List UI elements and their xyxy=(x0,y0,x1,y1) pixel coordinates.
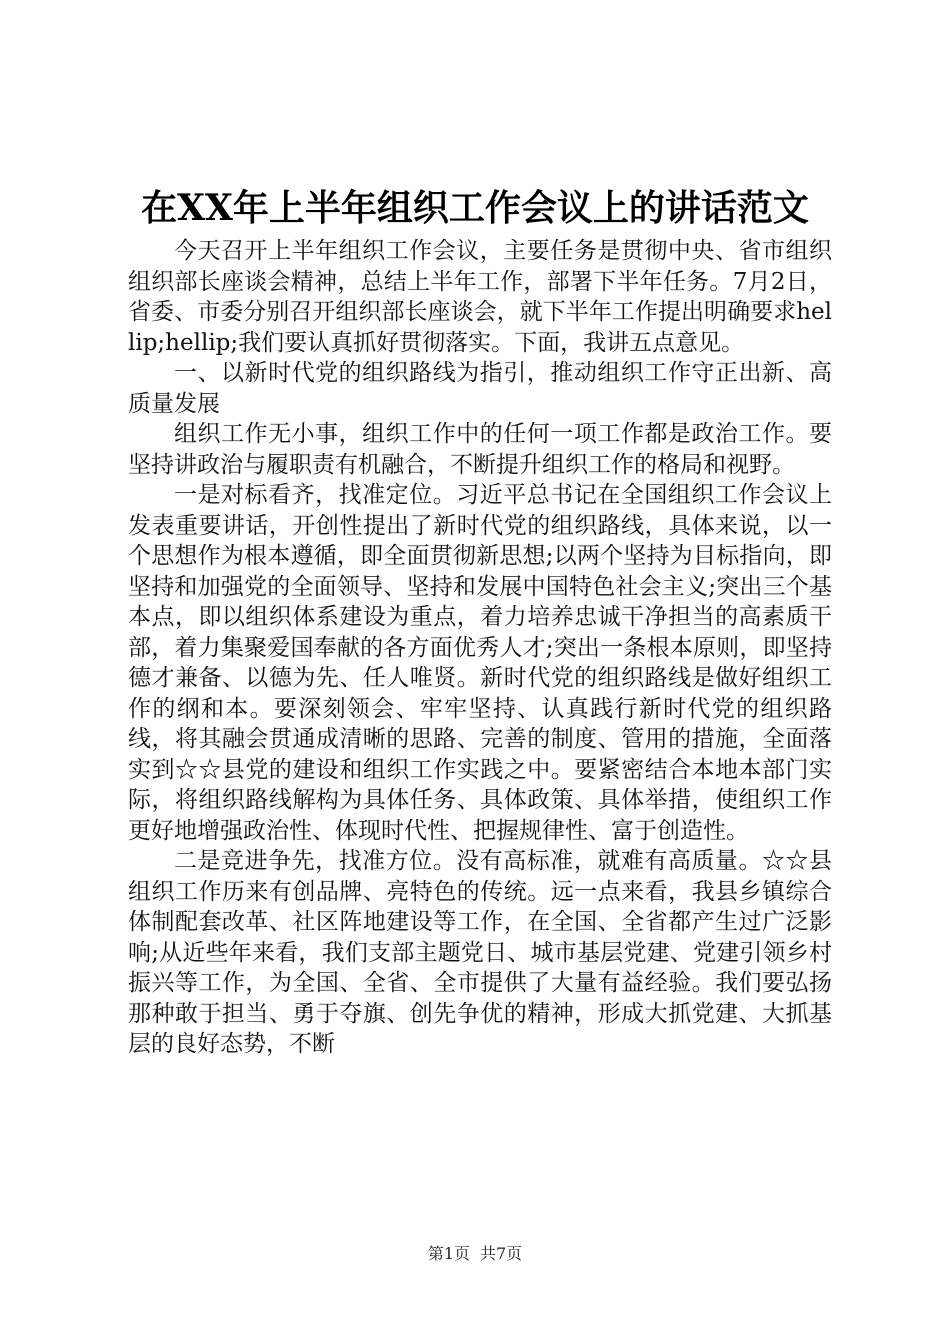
page-footer xyxy=(0,1243,950,1265)
paragraph-heading-one: 一、以新时代党的组织路线为指引，推动组织工作守正出新、高质量发展 xyxy=(128,360,832,417)
paragraph-point-one: 一是对标看齐，找准定位。习近平总书记在全国组织工作会议上发表重要讲话，开创性提出了新时代党的组织路线，具体来说，以一个思想作为根本遵循，即全面贯彻新思想;以两个坚持为目标指向，即坚持和加强党的全面领导、坚持和发展中国特色社会主义;突出三个基本点，即以组织体系建设为重点，着力培养忠诚干净担当的高素质干部，着力集聚爱国奉献的各方面优秀人才;突出一条根本原则，即坚持德才兼备、以德为先、任人唯贤。新时代党的组织路线是做好组织工作的纲和本。要深刻领会、牢牢坚持、认真践行新时代党的组织路线，将其融会贯通成清晰的思路、完善的制度、管用的措施，全面落实到☆☆县党的建设和组织工作实践之中。要紧密结合本地本部门实际，将组织路线解构为具体任务、具体政策、具体举措，使组织工作更好地增强政治性、体现时代性、把握规律性、富于创造性。 xyxy=(128,482,832,844)
document-body xyxy=(128,236,832,1060)
page-number-current: 第1页 xyxy=(427,1244,470,1263)
document-title: 在XX年上半年组织工作会议上的讲话范文 xyxy=(141,187,809,229)
page-number-total: 共7页 xyxy=(480,1244,523,1263)
paragraph-point-two: 二是竞进争先，找准方位。没有高标准，就难有高质量。☆☆县组织工作历来有创品牌、亮特色的传统。远一点来看，我县乡镇综合体制配套改革、社区阵地建设等工作，在全国、全省都产生过广泛影响;从近些年来看，我们支部主题党日、城市基层党建、党建引领乡村振兴等工作，为全国、全省、全市提供了大量有益经验。我们要弘扬那种敢于担当、勇于夺旗、创先争优的精神，形成大抓党建、大抓基层的良好态势，不断 xyxy=(128,848,832,1057)
paragraph-organization-work: 组织工作无小事，组织工作中的任何一项工作都是政治工作。要坚持讲政治与履职责有机融合，不断提升组织工作的格局和视野。 xyxy=(128,421,832,478)
paragraph-intro: 今天召开上半年组织工作会议，主要任务是贯彻中央、省市组织组织部长座谈会精神，总结上半年工作，部署下半年任务。7月2日，省委、市委分别召开组织部长座谈会，就下半年工作提出明确要求hellip;hellip;我们要认真抓好贯彻落实。下面，我讲五点意见。 xyxy=(128,238,832,356)
